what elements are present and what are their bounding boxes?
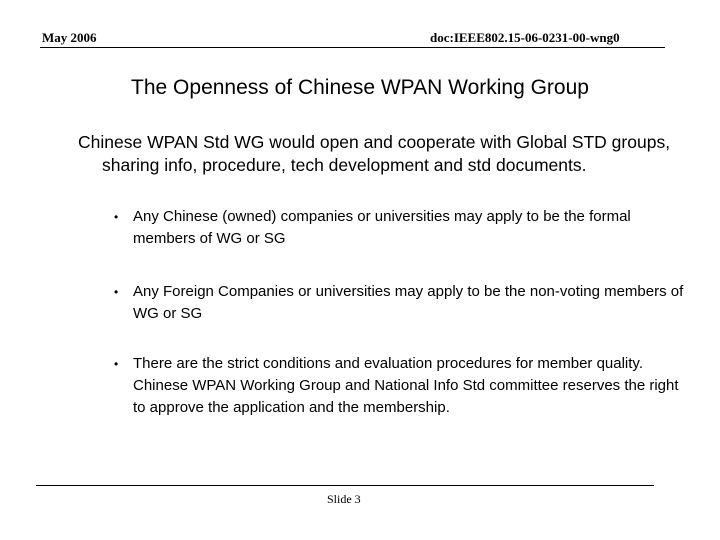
- header-divider: [40, 47, 665, 48]
- slide-number: Slide 3: [327, 492, 361, 506]
- bullet-item: [114, 281, 693, 325]
- bullet-item: [114, 353, 693, 419]
- bullet-item: [114, 206, 693, 250]
- bullet-marker: •: [114, 357, 119, 371]
- bullet-text: There are the strict conditions and evaluation procedures for member quality. Chinese WPAN Working Group and National Info Std committee reserves the right to approve the application and the membership.: [133, 355, 679, 416]
- header-date: May 2006: [42, 30, 97, 45]
- bullet-text: Any Chinese (owned) companies or universities may apply to be the formal members of WG or SG: [133, 208, 631, 247]
- lead-paragraph: Chinese WPAN Std WG would open and cooperate with Global STD groups, sharing info, procedure, tech development and std documents.: [78, 132, 671, 175]
- document-id: doc:IEEE802.15-06-0231-00-wng0: [430, 30, 620, 45]
- footer-divider: [36, 485, 654, 486]
- slide-title: The Openness of Chinese WPAN Working Group: [131, 76, 589, 99]
- bullet-text: Any Foreign Companies or universities may apply to be the non-voting members of WG or SG: [133, 283, 684, 322]
- bullet-marker: •: [114, 210, 119, 224]
- bullet-marker: •: [114, 285, 119, 299]
